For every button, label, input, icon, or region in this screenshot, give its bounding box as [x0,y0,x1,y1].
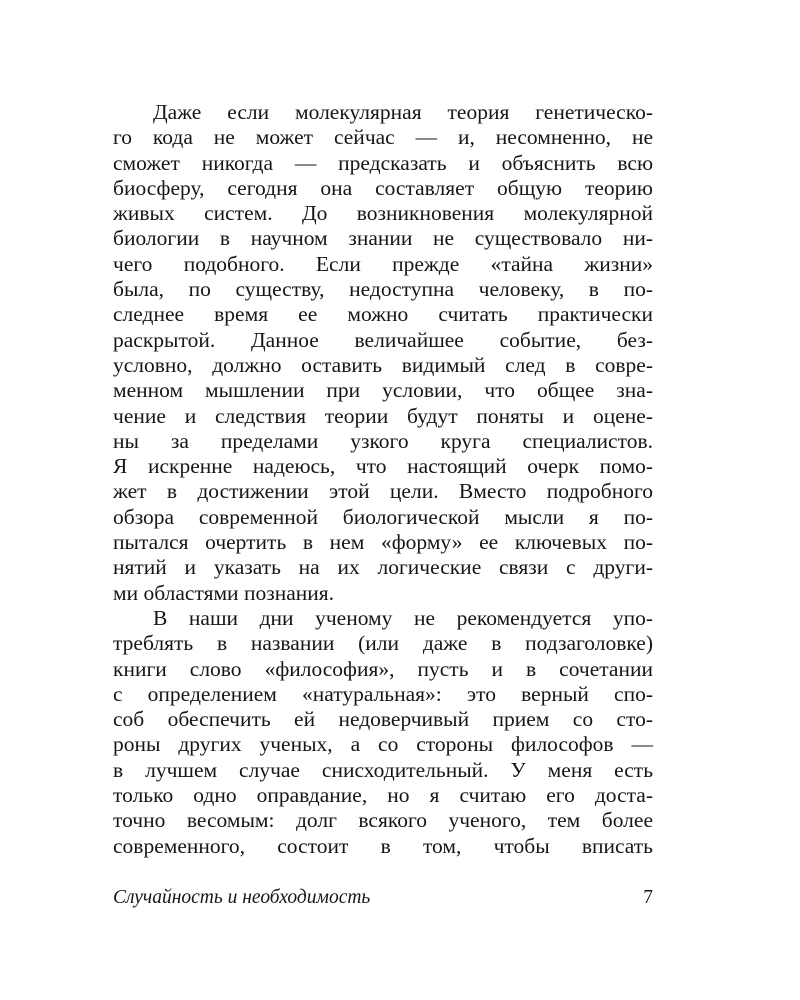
text-line: нятий и указать на их логические связи с други- [113,555,653,580]
text-line: раскрытой. Данное величайшее событие, без- [113,327,653,352]
page-number: 7 [643,887,653,908]
text-line: В наши дни ученому не рекомендуется упо- [153,605,653,630]
text-line: го кода не может сейчас — и, несомненно, не [113,125,653,150]
text-line: книги слово «философия», пусть и в сочетании [113,656,653,681]
text-line: точно весомым: долг всякого ученого, тем более [113,808,653,833]
text-line: пытался очертить в нем «форму» ее ключевых по- [113,530,653,555]
text-line: следнее время ее можно считать практически [113,302,653,327]
text-line: сможет никогда — предсказать и объяснить всю [113,150,653,175]
text-line: только одно оправдание, но я считаю его доста- [113,783,653,808]
text-line: с определением «натуральная»: это верный спо- [113,681,653,706]
text-line: современного, состоит в том, чтобы вписать [113,833,653,858]
text-line: соб обеспечить ей недоверчивый прием со сто- [113,707,653,732]
page-footer [113,884,653,912]
text-line: биологии в научном знании не существовало ни- [113,226,653,251]
text-line: роны других ученых, а со стороны философов — [113,732,653,757]
text-line: живых систем. До возникновения молекулярной [113,201,653,226]
text-line: треблять в названии (или даже в подзаголовке) [113,631,653,656]
running-title: Случайность и необходимость [113,887,371,908]
text-line: Я искренне надеюсь, что настоящий очерк помо- [113,454,653,479]
text-line: в лучшем случае снисходительный. У меня есть [113,757,653,782]
text-line: ми областями познания. [113,580,335,605]
text-line: биосферу, сегодня она составляет общую теорию [113,175,653,200]
text-line: чение и следствия теории будут поняты и оцене- [113,403,653,428]
body-text [113,100,653,859]
text-line: чего подобного. Если прежде «тайна жизни» [113,251,653,276]
text-line: обзора современной биологической мысли я по- [113,504,653,529]
text-line: менном мышлении при условии, что общее зна- [113,378,653,403]
text-line: была, по существу, недоступна человеку, в по- [113,277,653,302]
text-line: жет в достижении этой цели. Вместо подробного [113,479,653,504]
text-line: ны за пределами узкого круга специалистов. [113,428,653,453]
text-line: Даже если молекулярная теория генетическо- [153,100,653,124]
text-line: условно, должно оставить видимый след в совре- [113,352,653,377]
